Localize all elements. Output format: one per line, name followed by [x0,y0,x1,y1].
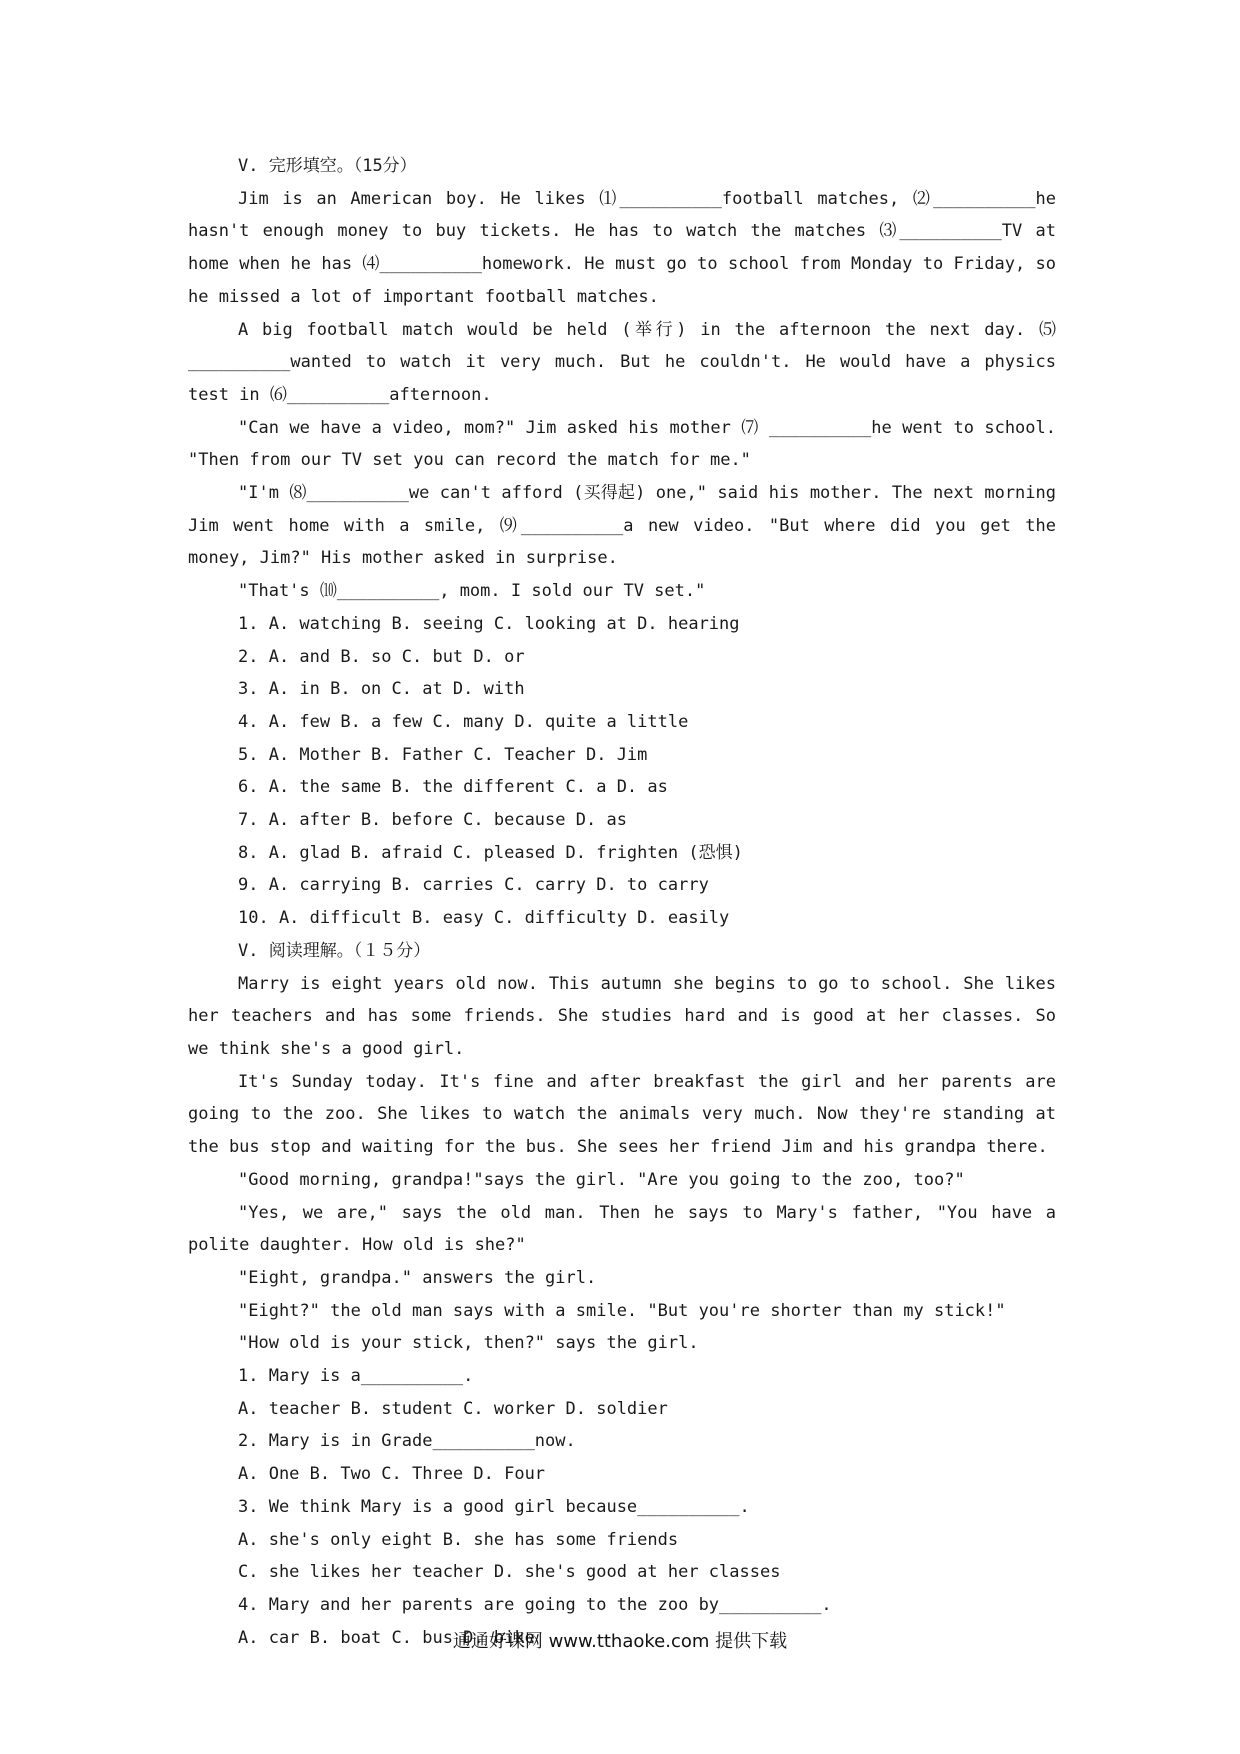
cloze-option: 7. A. after B. before C. because D. as [238,810,627,831]
reading-options: C. she likes her teacher D. she's good at her classes [238,1562,781,1583]
cloze-option: 2. A. and B. so C. but D. or [238,646,525,667]
reading-question: 2. Mary is in Grade__________now. [238,1431,576,1452]
reading-options: A. teacher B. student C. worker D. soldier [238,1398,668,1419]
cloze-option: 1. A. watching B. seeing C. looking at D. hearing [238,613,740,634]
document-page [188,150,1056,1654]
reading-heading: V. 阅读理解。（１５分） [238,940,431,961]
cloze-paragraph: "Can we have a video, mom?" Jim asked his mother ⑺ __________he went to school. "Then from our TV set you can record the match for me." [188,417,1056,471]
cloze-paragraph: "That's ⑽__________, mom. I sold our TV set." [238,581,706,602]
cloze-option: 10. A. difficult B. easy C. difficulty D. easily [238,908,730,929]
page-footer: 通通好课网 www.tthaoke.com 提供下载 [452,1631,788,1652]
reading-paragraph: "How old is your stick, then?" says the girl. [238,1333,699,1354]
reading-options: A. she's only eight B. she has some friends [238,1529,679,1550]
reading-options: A. car B. boat C. bus D. bike [238,1627,535,1648]
reading-paragraph: "Good morning, grandpa!"says the girl. "Are you going to the zoo, too?" [238,1169,965,1190]
cloze-option: 4. A. few B. a few C. many D. quite a little [238,711,689,732]
reading-paragraph: "Eight?" the old man says with a smile. "But you're shorter than my stick!" [238,1300,1006,1321]
reading-options: A. One B. Two C. Three D. Four [238,1464,546,1485]
reading-question: 3. We think Mary is a good girl because__________. [238,1496,750,1517]
cloze-option: 3. A. in B. on C. at D. with [238,679,525,700]
reading-paragraph: "Yes, we are," says the old man. Then he says to Mary's father, "You have a polite daughter. How old is she?" [188,1202,1056,1256]
reading-question: 4. Mary and her parents are going to the zoo by__________. [238,1594,832,1615]
cloze-paragraph: "I'm ⑻__________we can't afford (买得起) one," said his mother. The next morning Jim went home with a smile, ⑼__________a new video. "But where did you get the money, Jim?" His mother asked in surprise. [188,483,1056,569]
cloze-paragraph: Jim is an American boy. He likes ⑴__________football matches, ⑵__________he hasn't enough money to buy tickets. He has to watch the matches ⑶__________TV at home when he has ⑷__________homework. He must go to school from Monday to Friday, so he missed a lot of important football matches. [188,188,1056,307]
reading-paragraph: Marry is eight years old now. This autumn she begins to go to school. She likes her teachers and has some friends. She studies hard and is good at her classes. So we think she's a good girl. [188,973,1056,1059]
reading-paragraph: It's Sunday today. It's fine and after breakfast the girl and her parents are going to the zoo. She likes to watch the animals very much. Now they're standing at the bus stop and waiting for the bus. She sees her friend Jim and his grandpa there. [188,1071,1056,1158]
cloze-option: 6. A. the same B. the different C. a D. as [238,777,668,798]
cloze-heading: V. 完形填空。（15分） [238,156,417,176]
cloze-paragraph: A big football match would be held (举行) in the afternoon the next day. ⑸ __________wanted to watch it very much. But he couldn't. He would have a physics test in ⑹__________afternoon. [188,319,1056,405]
cloze-option: 9. A. carrying B. carries C. carry D. to carry [238,875,709,896]
reading-question: 1. Mary is a__________. [238,1366,474,1387]
cloze-option: 8. A. glad B. afraid C. pleased D. frighten (恐惧) [238,842,743,863]
reading-paragraph: "Eight, grandpa." answers the girl. [238,1267,597,1288]
cloze-option: 5. A. Mother B. Father C. Teacher D. Jim [238,744,648,765]
